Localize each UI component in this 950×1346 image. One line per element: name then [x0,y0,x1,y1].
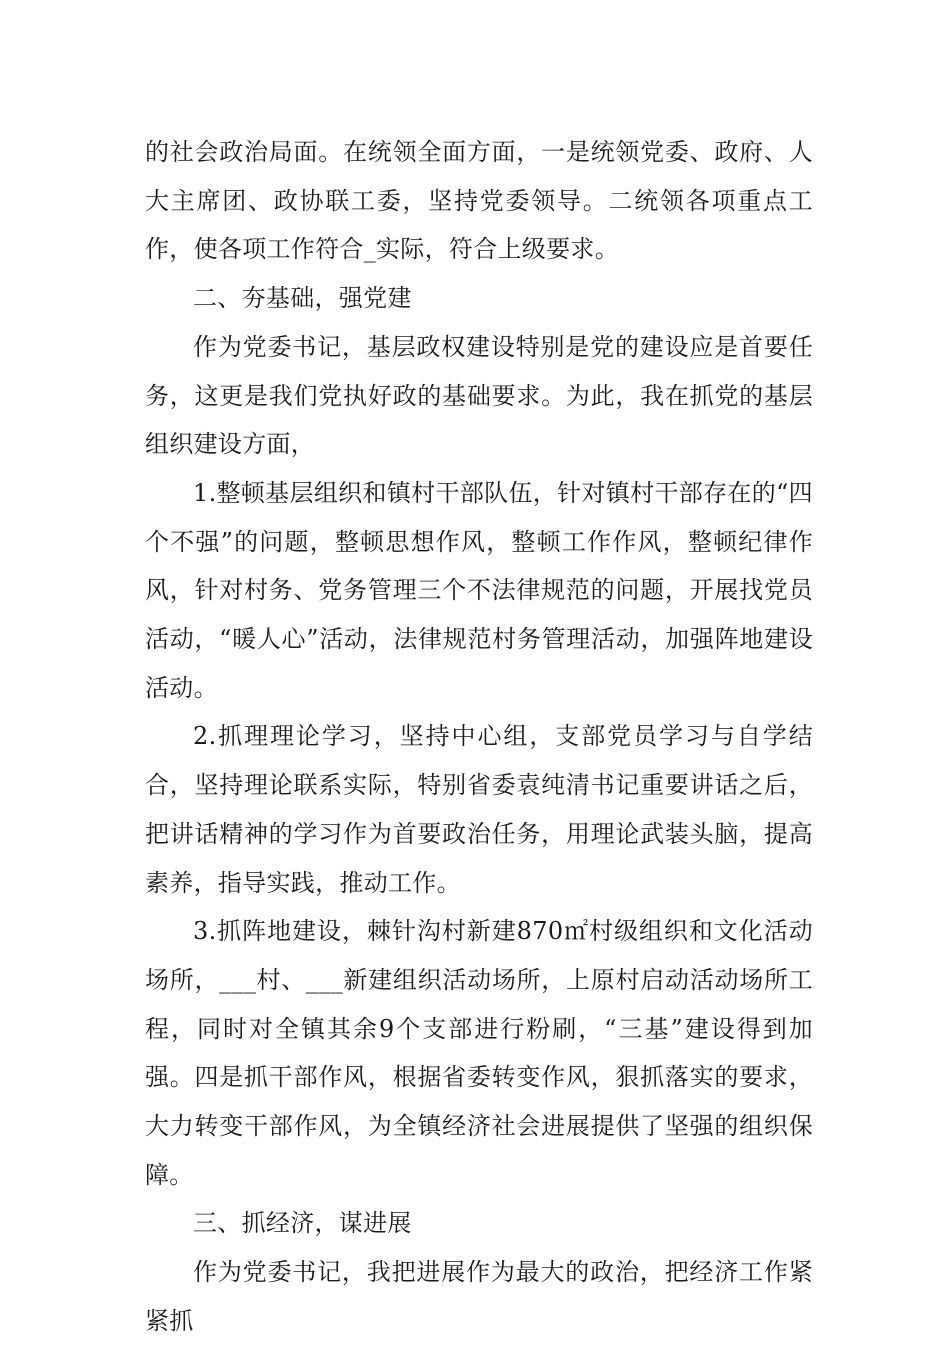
list-item-3: 3.抓阵地建设，棘针沟村新建870㎡村级组织和文化活动场所，___村、___新建组织活动场所，上原村启动活动场所工程，同时对全镇其余9个支部进行粉刷，“三基”建设得到加强。四是抓干部作风，根据省委转变作风，狠抓落实的要求，大力转变干部作风，为全镇经济社会进展提供了坚强的组织保障。 [145,917,813,1189]
paragraph-party-building-intro: 作为党委书记，基层政权建设特别是党的建设应是首要任务，这更是我们党执好政的基础要求。为此，我在抓党的基层组织建设方面， [145,332,813,459]
paragraph-continuation: 的社会政治局面。在统领全面方面，一是统领党委、政府、人大主席团、政协联工委，坚持党委领导。二统领各项重点工作，使各项工作符合_实际，符合上级要求。 [145,138,813,264]
document-body [145,128,813,1346]
list-item-1: 1.整顿基层组织和镇村干部队伍，针对镇村干部存在的“四个不强”的问题，整顿思想作风，整顿工作作风，整顿纪律作风，针对村务、党务管理三个不法律规范的问题，开展找党员活动，“暖人心”活动，法律规范村务管理活动，加强阵地建设活动。 [145,478,813,702]
list-item-2: 2.抓理理论学习，坚持中心组，支部党员学习与自学结合，坚持理论联系实际，特别省委袁纯清书记重要讲话之后，把讲话精神的学习作为首要政治任务，用理论武装头脑，提高素养，指导实践，推动工作。 [145,722,813,897]
section-heading-2: 二、夯基础，强党建 [193,284,412,313]
section-heading-3: 三、抓经济，谋进展 [193,1209,412,1238]
paragraph-economy-intro: 作为党委书记，我把进展作为最大的政治，把经济工作紧紧抓 [145,1258,813,1335]
